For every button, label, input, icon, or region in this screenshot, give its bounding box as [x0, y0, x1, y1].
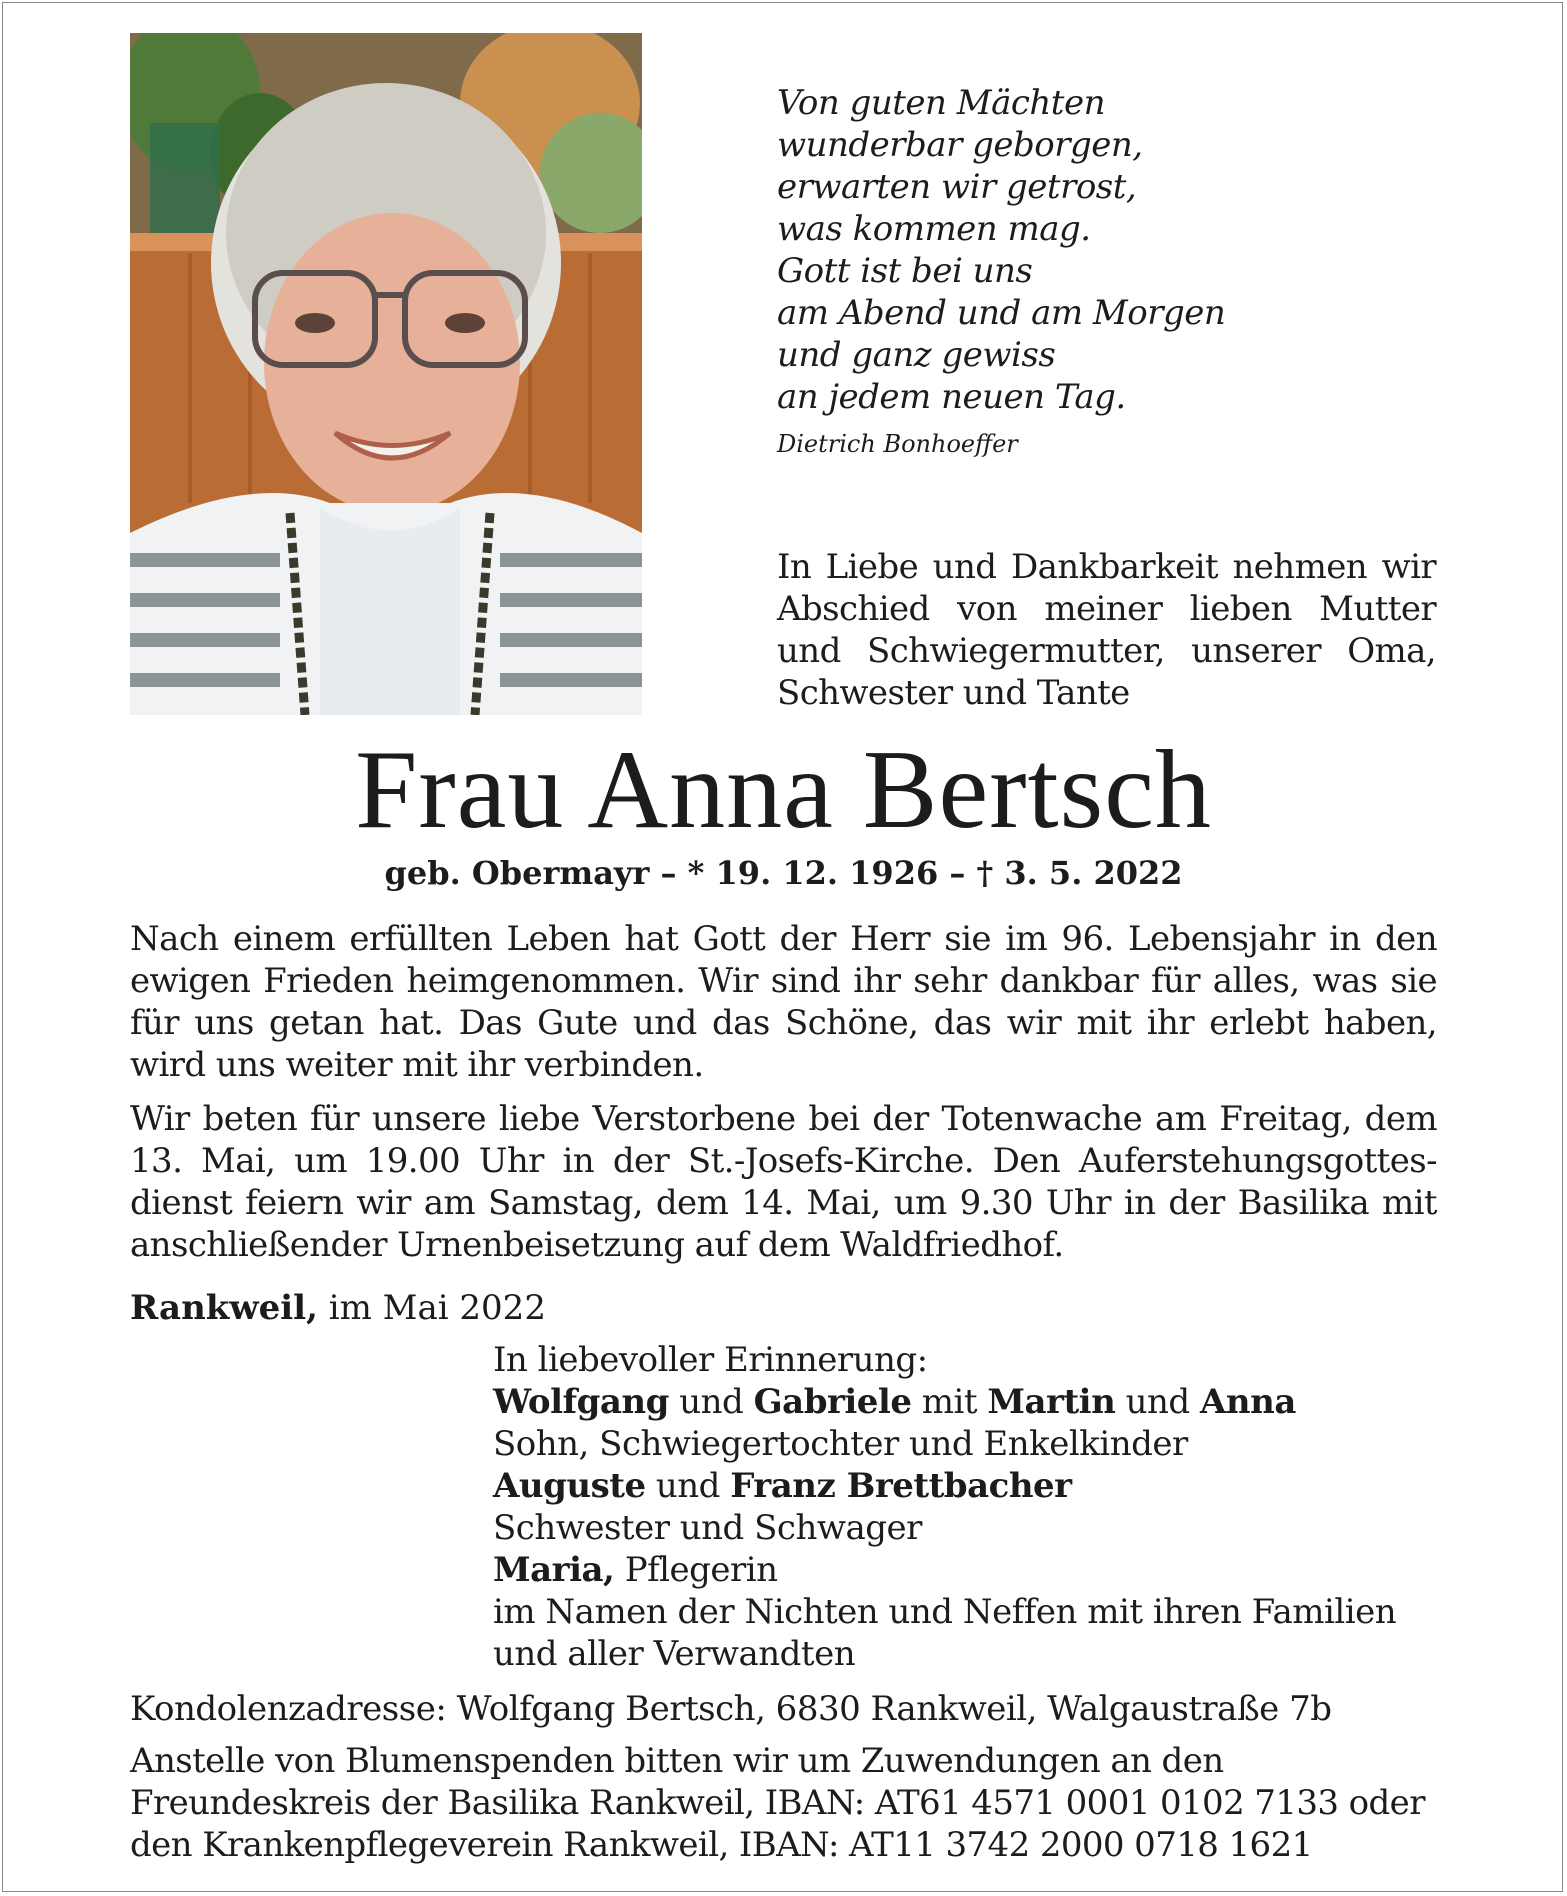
donation-line: Freundeskreis der Basilika Rankweil, IBAN: AT61 4571 0001 0102 7133 oder [130, 1783, 1425, 1823]
town: Rankweil, [130, 1288, 318, 1328]
birth-death-dates: geb. Obermayr – * 19. 12. 1926 – † 3. 5. 2022 [384, 854, 1183, 892]
paragraph-line: für uns getan hat. Das Gute und das Schöne, das wir mit ihr erlebt haben, [130, 1003, 1437, 1043]
family-line [493, 1549, 1396, 1591]
month-year: im Mai 2022 [328, 1288, 546, 1328]
closing-line: und aller Verwandten [493, 1634, 856, 1674]
paragraph-service [130, 1098, 1437, 1266]
paragraph-line: Nach einem erfüllten Leben hat Gott der Herr sie im 96. Lebensjahr in den [130, 919, 1437, 959]
poem-line: Von guten Mächten [777, 83, 1105, 123]
poem [777, 82, 1497, 418]
poem-line: am Abend und am Morgen [777, 293, 1226, 333]
relation-label: Pflegerin [624, 1550, 778, 1590]
family-name: Anna [1200, 1382, 1296, 1422]
family-name: Martin [987, 1382, 1116, 1422]
intro-line: Abschied von meiner lieben Mutter [777, 589, 1436, 629]
connector: mit [921, 1382, 978, 1422]
paragraph-line: 13. Mai, um 19.00 Uhr in der St.-Josefs-Kirche. Den Auferstehungsgottes- [130, 1141, 1437, 1181]
paragraph-line: anschließender Urnenbeisetzung auf dem Waldfriedhof. [130, 1225, 1064, 1265]
paragraph-line: dienst feiern wir am Samstag, dem 14. Mai, um 9.30 Uhr in der Basilika mit [130, 1183, 1437, 1223]
relation-label: Sohn, Schwiegertochter und Enkelkinder [493, 1424, 1188, 1464]
family-name: Franz Brettbacher [730, 1466, 1072, 1506]
family-list [493, 1339, 1396, 1675]
poem-line: erwarten wir getrost, [777, 167, 1137, 207]
family-line [493, 1381, 1396, 1423]
poem-line: an jedem neuen Tag. [777, 377, 1126, 417]
paragraph-line: ewigen Frieden heimgenommen. Wir sind ihr sehr dankbar für alles, was sie [130, 961, 1437, 1001]
family-name: Auguste [493, 1466, 646, 1506]
portrait-photo [130, 33, 642, 715]
paragraph-line: Wir beten für unsere liebe Verstorbene bei der Totenwache am Freitag, dem [130, 1099, 1437, 1139]
closing-line: im Namen der Nichten und Neffen mit ihren Familien [493, 1592, 1397, 1632]
poem-line: was kommen mag. [777, 209, 1091, 249]
condolence-address: Kondolenzadresse: Wolfgang Bertsch, 6830 Rankweil, Walgaustraße 7b [130, 1689, 1332, 1729]
intro-text [777, 546, 1436, 714]
poem-line: wunderbar geborgen, [777, 125, 1143, 165]
intro-line: Schwester und Tante [777, 673, 1130, 713]
paragraph-line: wird uns weiter mit ihr verbinden. [130, 1045, 704, 1085]
intro-line: In Liebe und Dankbarkeit nehmen wir [777, 547, 1436, 587]
donation-line: Anstelle von Blumenspenden bitten wir um Zuwendungen an den [130, 1741, 1224, 1781]
deceased-name: Frau Anna Bertsch [355, 728, 1212, 852]
family-heading: In liebevoller Erinnerung: [493, 1340, 928, 1380]
place-date [130, 1287, 546, 1329]
connector: und [1125, 1382, 1190, 1422]
relation-label: Schwester und Schwager [493, 1508, 922, 1548]
family-line [493, 1465, 1396, 1507]
paragraph-life [130, 918, 1437, 1086]
poem-author: Dietrich Bonhoeffer [777, 430, 1018, 458]
family-name: Gabriele [753, 1382, 912, 1422]
family-name: Maria, [493, 1550, 615, 1590]
intro-line: und Schwiegermutter, unserer Oma, [777, 631, 1436, 671]
poem-line: und ganz gewiss [777, 335, 1056, 375]
donation-note [130, 1740, 1437, 1866]
connector: und [655, 1466, 720, 1506]
connector: und [679, 1382, 744, 1422]
poem-line: Gott ist bei uns [777, 251, 1033, 291]
family-name: Wolfgang [493, 1382, 669, 1422]
donation-line: den Krankenpflegeverein Rankweil, IBAN: AT11 3742 2000 0718 1621 [130, 1825, 1313, 1865]
